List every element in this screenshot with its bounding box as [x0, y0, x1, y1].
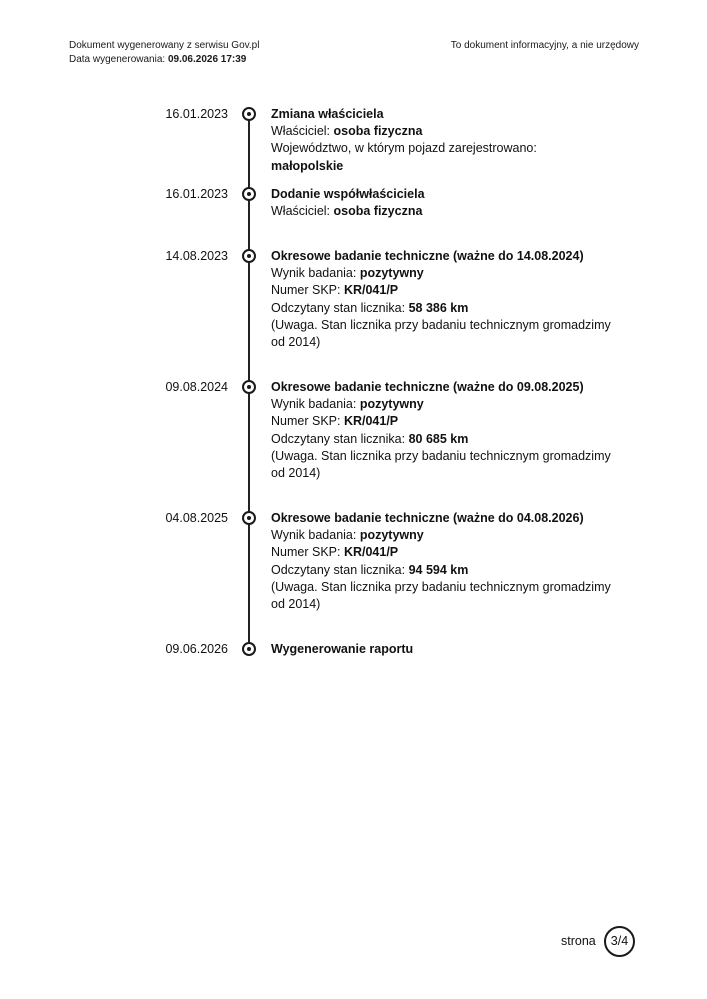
event-date: 16.01.2023: [165, 187, 228, 201]
event-detail-line: [271, 123, 611, 140]
document-header-left: [69, 39, 259, 67]
detail-label: Odczytany stan licznika:: [271, 562, 409, 577]
detail-value: osoba fizyczna: [333, 124, 423, 139]
detail-value: osoba fizyczna: [333, 204, 423, 219]
detail-label: Odczytany stan licznika:: [271, 300, 409, 315]
event-title: Wygenerowanie raportu: [271, 642, 414, 656]
detail-label: Numer SKP:: [271, 283, 344, 298]
generated-date-label: Data wygenerowania:: [69, 54, 166, 65]
event-title: Zmiana właściciela: [271, 107, 384, 121]
event-title: Dodanie współwłaściciela: [271, 187, 425, 201]
event-detail-line: [271, 562, 611, 579]
event-detail-line: [271, 282, 611, 299]
detail-value: małopolskie: [271, 158, 344, 173]
event-title: Okresowe badanie techniczne (ważne do 09.08.2025): [271, 380, 584, 394]
event-details: [271, 379, 611, 482]
timeline-node-icon: [242, 380, 256, 394]
event-date: 09.08.2024: [165, 380, 228, 394]
event-detail-line: [271, 431, 611, 448]
event-date: 14.08.2023: [165, 249, 228, 263]
event-details: [271, 641, 611, 658]
document-header-right: To dokument informacyjny, a nie urzędowy: [450, 40, 639, 51]
event-detail-line: [271, 203, 611, 220]
detail-label: Wynik badania:: [271, 528, 360, 543]
event-detail-line: [271, 300, 611, 317]
event-date: 04.08.2025: [165, 511, 228, 525]
detail-value: 58 386 km: [408, 300, 469, 315]
detail-value: pozytywny: [359, 266, 424, 281]
generated-date-line: [69, 53, 259, 67]
detail-value: 80 685 km: [408, 431, 469, 446]
timeline-node-icon: [242, 187, 256, 201]
event-details: [271, 186, 611, 220]
timeline-node-icon: [242, 249, 256, 263]
detail-value: pozytywny: [359, 528, 424, 543]
detail-value: KR/041/P: [343, 545, 399, 560]
detail-label: Właściciel:: [271, 204, 334, 219]
detail-value: 94 594 km: [408, 562, 469, 577]
event-date: 09.06.2026: [165, 642, 228, 656]
event-detail-line: [271, 544, 611, 561]
detail-label: Wynik badania:: [271, 266, 360, 281]
event-detail-line: [271, 527, 611, 544]
detail-label: Wynik badania:: [271, 397, 360, 412]
event-title: Okresowe badanie techniczne (ważne do 04.08.2026): [271, 511, 584, 525]
detail-value: KR/041/P: [343, 283, 399, 298]
event-details: [271, 510, 611, 613]
detail-value: KR/041/P: [343, 414, 399, 429]
page-label: strona: [561, 934, 596, 948]
generated-date-value: 09.06.2026 17:39: [167, 54, 247, 65]
event-detail-line: [271, 140, 611, 174]
event-title: Okresowe badanie techniczne (ważne do 14.08.2024): [271, 249, 584, 263]
generated-from-text: Dokument wygenerowany z serwisu Gov.pl: [69, 40, 260, 51]
event-note: (Uwaga. Stan licznika przy badaniu technicznym gromadzimy od 2014): [271, 317, 611, 350]
detail-value: pozytywny: [359, 397, 424, 412]
event-detail-line: [271, 413, 611, 430]
event-detail-line: [271, 265, 611, 282]
event-details: [271, 106, 611, 175]
event-details: [271, 248, 611, 351]
detail-label: Odczytany stan licznika:: [271, 431, 409, 446]
event-date: 16.01.2023: [165, 107, 228, 121]
event-detail-line: [271, 396, 611, 413]
detail-label: Województwo, w którym pojazd zarejestrowano:: [271, 141, 537, 156]
timeline-node-icon: [242, 642, 256, 656]
detail-label: Właściciel:: [271, 124, 334, 139]
detail-label: Numer SKP:: [271, 414, 344, 429]
event-note: (Uwaga. Stan licznika przy badaniu technicznym gromadzimy od 2014): [271, 579, 611, 612]
timeline-node-icon: [242, 511, 256, 525]
event-note: (Uwaga. Stan licznika przy badaniu technicznym gromadzimy od 2014): [271, 448, 611, 481]
timeline-node-icon: [242, 107, 256, 121]
detail-label: Numer SKP:: [271, 545, 344, 560]
page-number-badge: 3/4: [604, 926, 635, 957]
